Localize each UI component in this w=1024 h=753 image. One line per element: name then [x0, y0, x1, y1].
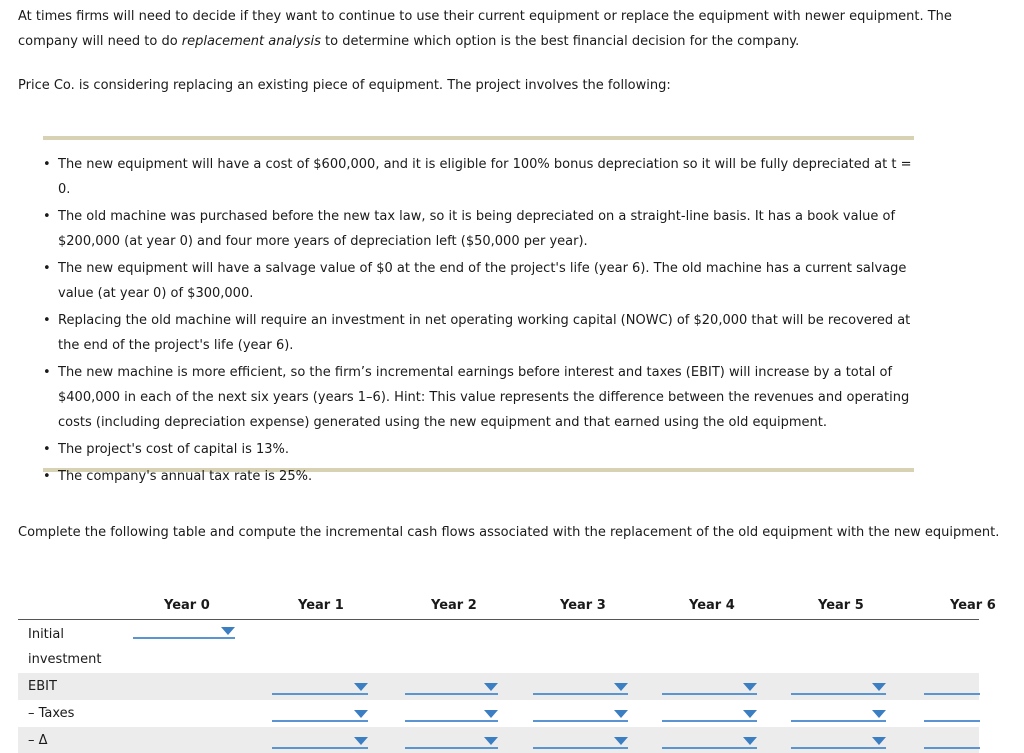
intro-line-1: At times firms will need to decide if they want to continue to use their current equipment or replace the equipment with newer equipment. The: [18, 9, 952, 24]
bullet-icon: •: [43, 442, 51, 457]
assumption-item: [43, 204, 923, 254]
assumption-text: The company's annual tax rate is 25%.: [58, 469, 313, 484]
taxes-year-6-select[interactable]: [924, 704, 980, 722]
intro-line-2-pre: company will need to do: [18, 34, 182, 49]
caret-down-icon: [743, 710, 757, 718]
row-label-investment: investment: [28, 652, 102, 667]
header-year-5: Year 5: [818, 598, 864, 613]
delta-year-6-select[interactable]: [924, 731, 980, 749]
header-year-4: Year 4: [689, 598, 735, 613]
caret-down-icon: [354, 683, 368, 691]
assumption-text: The old machine was purchased before the new tax law, so it is being depreciated on a straight-line basis. It has a book value of $200,000 (at year 0) and four more years of depreciation left ($50,000 per year).: [58, 209, 896, 249]
project-intro: Price Co. is considering replacing an existing piece of equipment. The project involves the following:: [18, 78, 671, 93]
row-label-initial: Initial: [28, 627, 64, 642]
delta-year-5-select[interactable]: [791, 731, 886, 749]
bullet-icon: •: [43, 261, 51, 276]
caret-down-icon: [872, 683, 886, 691]
caret-down-icon: [221, 627, 235, 635]
intro-emphasis: replacement analysis: [181, 34, 321, 49]
ebit-year-3-select[interactable]: [533, 677, 628, 695]
caret-down-icon: [872, 710, 886, 718]
taxes-year-2-select[interactable]: [405, 704, 498, 722]
assumption-item: [43, 464, 923, 489]
assumption-text: The new equipment will have a cost of $600,000, and it is eligible for 100% bonus depreciation so it will be fully depreciated at t = 0.: [58, 157, 912, 197]
assumptions-list: [43, 152, 923, 491]
ebit-year-6-select[interactable]: [924, 677, 980, 695]
assumption-item: [43, 308, 923, 358]
intro-line-2-post: to determine which option is the best financial decision for the company.: [320, 34, 800, 49]
assumption-item: [43, 256, 923, 306]
caret-down-icon: [614, 737, 628, 745]
taxes-year-4-select[interactable]: [662, 704, 757, 722]
header-year-3: Year 3: [560, 598, 606, 613]
delta-year-3-select[interactable]: [533, 731, 628, 749]
header-year-1: Year 1: [298, 598, 344, 613]
initial-investment-year-0-select[interactable]: [133, 621, 235, 639]
assumption-text: The new machine is more efficient, so the firm’s incremental earnings before interest and taxes (EBIT) will increase by a total of $400,000 in each of the next six years (years 1–6). Hint: This value represents the difference between the revenues and operating costs (including depreciation expense) generated using the new equipment and that earned using the old equipment.: [58, 365, 910, 430]
bullet-icon: •: [43, 365, 51, 380]
delta-year-1-select[interactable]: [272, 731, 368, 749]
header-year-6: Year 6: [950, 598, 996, 613]
assumption-text: The new equipment will have a salvage value of $0 at the end of the project's life (year 6). The old machine has a current salvage value (at year 0) of $300,000.: [58, 261, 907, 301]
assumption-item: [43, 360, 923, 435]
assumption-item: [43, 152, 923, 202]
caret-down-icon: [743, 737, 757, 745]
bullet-icon: •: [43, 313, 51, 328]
row-label-ebit: EBIT: [28, 679, 57, 694]
caret-down-icon: [354, 710, 368, 718]
intro-line-2: [18, 29, 799, 54]
delta-year-4-select[interactable]: [662, 731, 757, 749]
ebit-year-4-select[interactable]: [662, 677, 757, 695]
bullet-icon: •: [43, 209, 51, 224]
bullet-icon: •: [43, 469, 51, 484]
ebit-year-1-select[interactable]: [272, 677, 368, 695]
caret-down-icon: [484, 710, 498, 718]
caret-down-icon: [614, 710, 628, 718]
instruction: Complete the following table and compute the incremental cash flows associated with the replacement of the old equipment with the new equipment.: [18, 525, 1000, 540]
assumption-text: The project's cost of capital is 13%.: [58, 442, 290, 457]
assumptions-box: [43, 136, 914, 484]
cash-flow-table: [0, 590, 1024, 753]
taxes-year-3-select[interactable]: [533, 704, 628, 722]
taxes-year-1-select[interactable]: [272, 704, 368, 722]
caret-down-icon: [484, 683, 498, 691]
row-label-delta: – Δ: [28, 733, 48, 748]
bullet-icon: •: [43, 157, 51, 172]
caret-down-icon: [614, 683, 628, 691]
assumption-text: Replacing the old machine will require an investment in net operating working capital (NOWC) of $20,000 that will be recovered at the end of the project's life (year 6).: [58, 313, 911, 353]
taxes-year-5-select[interactable]: [791, 704, 886, 722]
caret-down-icon: [354, 737, 368, 745]
ebit-year-2-select[interactable]: [405, 677, 498, 695]
row-label-taxes: – Taxes: [28, 706, 75, 721]
assumption-item: [43, 437, 923, 462]
caret-down-icon: [743, 683, 757, 691]
header-year-2: Year 2: [431, 598, 477, 613]
delta-year-2-select[interactable]: [405, 731, 498, 749]
caret-down-icon: [484, 737, 498, 745]
header-divider: [18, 619, 979, 620]
ebit-year-5-select[interactable]: [791, 677, 886, 695]
caret-down-icon: [872, 737, 886, 745]
header-year-0: Year 0: [164, 598, 210, 613]
